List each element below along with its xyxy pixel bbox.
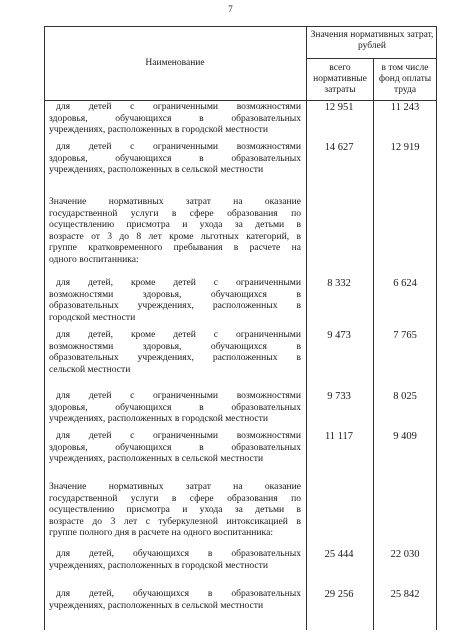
- payroll-value: 22 030: [390, 549, 420, 560]
- text-line: образовательных учреждениях, расположенных в: [49, 300, 301, 312]
- text-line: для детей, обучающихся в образовательных: [56, 588, 301, 599]
- payroll-value: 11 243: [390, 102, 420, 113]
- text-line: для детей с ограниченными возможностями: [56, 101, 301, 112]
- text-line: здоровья, обучающихся в образовательных: [49, 441, 301, 453]
- text-line: учреждениях, расположенных в городской местности: [49, 559, 269, 571]
- text-line: для детей, кроме детей с ограниченными: [56, 329, 301, 340]
- header-total: всего нормативные затраты: [313, 63, 367, 95]
- text-line: учреждениях, расположенных в сельской местности: [49, 453, 264, 465]
- payroll-value: 6 624: [393, 278, 417, 289]
- header-payroll: в том числе фонд оплаты труда: [378, 63, 432, 95]
- total-cost-value: 9 733: [327, 391, 351, 402]
- text-line: учреждениях, расположенных в городской местности: [49, 413, 269, 425]
- text-line: возможностями здоровья, обучающихся в: [49, 288, 301, 300]
- text-line: образовательных учреждениях, расположенных в: [49, 352, 301, 364]
- section-heading: [49, 481, 301, 539]
- text-line: для детей с ограниченными возможностями: [56, 390, 301, 401]
- text-line: для детей, кроме детей с ограниченными: [56, 277, 301, 288]
- column-divider-total: [306, 26, 307, 630]
- total-cost-value: 11 117: [324, 431, 354, 442]
- text-line: для детей с ограниченными возможностями: [56, 141, 301, 152]
- text-line: государственной услуги в сфере образования по: [49, 492, 301, 504]
- payroll-value: 8 025: [393, 391, 417, 402]
- payroll-value: 9 409: [393, 431, 417, 442]
- text-line: здоровья, обучающихся в образовательных: [49, 152, 301, 164]
- table-row-label: [49, 390, 301, 425]
- header-values-group: Значения нормативных затрат, рублей: [310, 30, 434, 51]
- total-cost-value: 8 332: [327, 278, 351, 289]
- text-line: учреждениях, расположенных в сельской местности: [49, 599, 264, 611]
- text-line: осуществлению присмотра и ухода за детьми в: [49, 504, 301, 516]
- table-row-label: [49, 548, 301, 571]
- text-line: для детей, обучающихся в образовательных: [56, 548, 301, 559]
- text-line: Значение нормативных затрат на оказание: [49, 196, 301, 207]
- text-line: возрасте от 3 до 8 лет кроме льготных категорий, в: [49, 230, 301, 242]
- text-line: учреждениях, расположенных в городской местности: [49, 124, 269, 136]
- page-number: 7: [228, 4, 233, 14]
- table-row-label: [49, 588, 301, 611]
- total-cost-value: 29 256: [324, 589, 354, 600]
- payroll-value: 25 842: [390, 589, 420, 600]
- text-line: возрасте до 3 лет с туберкулезной интоксикацией в: [49, 515, 301, 527]
- text-line: учреждениях, расположенных в сельской местности: [49, 164, 264, 176]
- table-row-label: [49, 101, 301, 136]
- text-line: здоровья, обучающихся в образовательных: [49, 401, 301, 413]
- text-line: осуществлению присмотра и ухода за детьми в: [49, 219, 301, 231]
- text-line: группе кратковременного пребывания в расчете на: [49, 242, 301, 254]
- table-row-label: [49, 329, 301, 375]
- total-cost-value: 12 951: [324, 102, 354, 113]
- total-cost-value: 9 473: [327, 330, 351, 341]
- text-line: одного воспитанника:: [49, 253, 139, 265]
- text-line: государственной услуги в сфере образования по: [49, 207, 301, 219]
- table-row-label: [49, 430, 301, 465]
- text-line: Значение нормативных затрат на оказание: [49, 481, 301, 492]
- header-split-line: [306, 58, 437, 59]
- text-line: здоровья, обучающихся в образовательных: [49, 112, 301, 124]
- header-name: Наименование: [145, 58, 205, 68]
- text-line: возможностями здоровья, обучающихся в: [49, 340, 301, 352]
- total-cost-value: 14 627: [324, 142, 354, 153]
- table-border-left: [44, 26, 45, 630]
- table-border-top: [44, 26, 437, 27]
- text-line: сельской местности: [49, 363, 131, 375]
- text-line: группе полного дня в расчете на одного воспитанника:: [49, 527, 274, 539]
- payroll-value: 7 765: [393, 330, 417, 341]
- section-heading: [49, 196, 301, 266]
- table-row-label: [49, 277, 301, 323]
- text-line: городской местности: [49, 311, 136, 323]
- norm-costs-table: [44, 26, 437, 630]
- table-border-right: [436, 26, 437, 630]
- table-row-label: [49, 141, 301, 176]
- total-cost-value: 25 444: [324, 549, 354, 560]
- text-line: для детей с ограниченными возможностями: [56, 430, 301, 441]
- payroll-value: 12 919: [390, 142, 420, 153]
